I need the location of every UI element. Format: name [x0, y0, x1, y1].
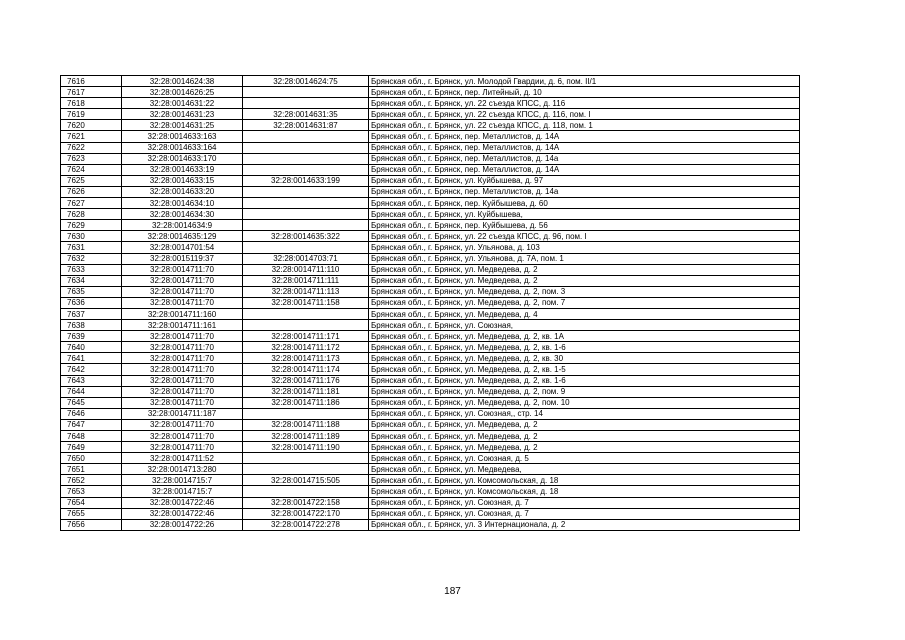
table-row: [61, 253, 800, 264]
row-number-cell: 7630: [61, 231, 122, 242]
object-number-cell: 32:28:0014711:171: [243, 331, 369, 342]
parcel-number-cell: 32:28:0014722:46: [122, 497, 243, 508]
address-cell: Брянская обл., г. Брянск, пер. Куйбышева, д. 60: [369, 198, 800, 209]
object-number-cell: 32:28:0014722:278: [243, 519, 369, 530]
address-cell: Брянская обл., г. Брянск, ул. Союзная, д. 7: [369, 508, 800, 519]
parcel-number-cell: 32:28:0014711:70: [122, 264, 243, 275]
table-row: [61, 76, 800, 87]
object-number-cell: 32:28:0014711:190: [243, 442, 369, 453]
address-cell: Брянская обл., г. Брянск, ул. Медведева, д. 2, пом. 7: [369, 297, 800, 308]
object-number-cell: 32:28:0014703:71: [243, 253, 369, 264]
row-number-cell: 7656: [61, 519, 122, 530]
table-row: [61, 464, 800, 475]
address-cell: Брянская обл., г. Брянск, ул. Медведева, д. 2, пом. 10: [369, 397, 800, 408]
row-number-cell: 7628: [61, 209, 122, 220]
page-number: 187: [444, 586, 461, 597]
row-number-cell: 7646: [61, 408, 122, 419]
object-number-cell: 32:28:0014711:110: [243, 264, 369, 275]
parcel-number-cell: 32:28:0014722:26: [122, 519, 243, 530]
parcel-number-cell: 32:28:0014633:19: [122, 164, 243, 175]
table-row: [61, 198, 800, 209]
row-number-cell: 7654: [61, 497, 122, 508]
parcel-number-cell: 32:28:0014631:23: [122, 109, 243, 120]
row-number-cell: 7636: [61, 297, 122, 308]
parcel-number-cell: 32:28:0014711:52: [122, 453, 243, 464]
row-number-cell: 7653: [61, 486, 122, 497]
table-row: [61, 386, 800, 397]
address-cell: Брянская обл., г. Брянск, ул. Союзная, д. 5: [369, 453, 800, 464]
address-cell: Брянская обл., г. Брянск, ул. Медведева, д. 2, кв. 1-6: [369, 375, 800, 386]
parcel-number-cell: 32:28:0014711:70: [122, 386, 243, 397]
table-row: [61, 408, 800, 419]
parcel-number-cell: 32:28:0014722:46: [122, 508, 243, 519]
address-cell: Брянская обл., г. Брянск, ул. Медведева, д. 2: [369, 419, 800, 430]
object-number-cell: [243, 131, 369, 142]
row-number-cell: 7629: [61, 220, 122, 231]
address-cell: Брянская обл., г. Брянск, ул. Ульянова, д. 103: [369, 242, 800, 253]
row-number-cell: 7640: [61, 342, 122, 353]
address-cell: Брянская обл., г. Брянск, ул. Куйбышева, д. 97: [369, 175, 800, 186]
object-number-cell: [243, 320, 369, 331]
address-cell: Брянская обл., г. Брянск, пер. Металлистов, д. 14А: [369, 164, 800, 175]
row-number-cell: 7624: [61, 164, 122, 175]
address-cell: Брянская обл., г. Брянск, ул. Медведева, д. 2, пом. 3: [369, 286, 800, 297]
row-number-cell: 7626: [61, 186, 122, 197]
table-row: [61, 342, 800, 353]
table-row: [61, 431, 800, 442]
address-cell: Брянская обл., г. Брянск, ул. Медведева, д. 2: [369, 431, 800, 442]
table-row: [61, 286, 800, 297]
row-number-cell: 7623: [61, 153, 122, 164]
table-row: [61, 275, 800, 286]
address-cell: Брянская обл., г. Брянск, ул. Медведева, д. 2, кв. 1-6: [369, 342, 800, 353]
object-number-cell: 32:28:0014631:87: [243, 120, 369, 131]
address-cell: Брянская обл., г. Брянск, ул. Молодой Гвардии, д. 6, пом. II/1: [369, 76, 800, 87]
table-row: [61, 475, 800, 486]
address-cell: Брянская обл., г. Брянск, ул. Медведева, д. 2: [369, 264, 800, 275]
object-number-cell: 32:28:0014711:158: [243, 297, 369, 308]
row-number-cell: 7631: [61, 242, 122, 253]
table-row: [61, 519, 800, 530]
object-number-cell: 32:28:0014711:111: [243, 275, 369, 286]
parcel-number-cell: 32:28:0014711:70: [122, 342, 243, 353]
object-number-cell: 32:28:0014715:505: [243, 475, 369, 486]
object-number-cell: 32:28:0014722:158: [243, 497, 369, 508]
table-row: [61, 164, 800, 175]
parcel-number-cell: 32:28:0014633:163: [122, 131, 243, 142]
parcel-number-cell: 32:28:0014711:70: [122, 331, 243, 342]
parcel-number-cell: 32:28:0014711:70: [122, 419, 243, 430]
object-number-cell: [243, 408, 369, 419]
row-number-cell: 7635: [61, 286, 122, 297]
parcel-number-cell: 32:28:0014711:161: [122, 320, 243, 331]
address-cell: Брянская обл., г. Брянск, пер. Металлистов, д. 14а: [369, 153, 800, 164]
table-row: [61, 264, 800, 275]
row-number-cell: 7633: [61, 264, 122, 275]
address-cell: Брянская обл., г. Брянск, ул. 22 съезда КПСС, д. 118, пом. 1: [369, 120, 800, 131]
parcel-number-cell: 32:28:0014633:170: [122, 153, 243, 164]
table-row: [61, 153, 800, 164]
parcel-number-cell: 32:28:0014701:54: [122, 242, 243, 253]
object-number-cell: [243, 220, 369, 231]
address-cell: Брянская обл., г. Брянск, ул. Медведева,: [369, 464, 800, 475]
table-row: [61, 320, 800, 331]
table-row: [61, 142, 800, 153]
row-number-cell: 7647: [61, 419, 122, 430]
address-cell: Брянская обл., г. Брянск, ул. Союзная,: [369, 320, 800, 331]
object-number-cell: [243, 453, 369, 464]
row-number-cell: 7617: [61, 87, 122, 98]
object-number-cell: 32:28:0014631:35: [243, 109, 369, 120]
parcel-number-cell: 32:28:0015119:37: [122, 253, 243, 264]
address-cell: Брянская обл., г. Брянск, ул. 22 съезда КПСС, д. 116: [369, 98, 800, 109]
object-number-cell: 32:28:0014633:199: [243, 175, 369, 186]
address-cell: Брянская обл., г. Брянск, ул. 22 съезда КПСС, д. 96, пом. I: [369, 231, 800, 242]
address-cell: Брянская обл., г. Брянск, ул. Союзная,, стр. 14: [369, 408, 800, 419]
parcel-number-cell: 32:28:0014711:187: [122, 408, 243, 419]
address-cell: Брянская обл., г. Брянск, пер. Литейный, д. 10: [369, 87, 800, 98]
table-row: [61, 397, 800, 408]
parcel-number-cell: 32:28:0014633:20: [122, 186, 243, 197]
row-number-cell: 7627: [61, 198, 122, 209]
row-number-cell: 7644: [61, 386, 122, 397]
table-row: [61, 231, 800, 242]
row-number-cell: 7643: [61, 375, 122, 386]
parcel-number-cell: 32:28:0014626:25: [122, 87, 243, 98]
address-cell: Брянская обл., г. Брянск, ул. Медведева, д. 2, кв. 1А: [369, 331, 800, 342]
table-row: [61, 442, 800, 453]
object-number-cell: [243, 209, 369, 220]
row-number-cell: 7616: [61, 76, 122, 87]
address-cell: Брянская обл., г. Брянск, ул. Комсомольская, д. 18: [369, 486, 800, 497]
object-number-cell: [243, 464, 369, 475]
address-cell: Брянская обл., г. Брянск, ул. Комсомольская, д. 18: [369, 475, 800, 486]
table-row: [61, 109, 800, 120]
row-number-cell: 7649: [61, 442, 122, 453]
address-cell: Брянская обл., г. Брянск, ул. 22 съезда КПСС, д. 116, пом. I: [369, 109, 800, 120]
object-number-cell: 32:28:0014711:188: [243, 419, 369, 430]
parcel-number-cell: 32:28:0014633:15: [122, 175, 243, 186]
parcel-number-cell: 32:28:0014711:70: [122, 364, 243, 375]
table-row: [61, 297, 800, 308]
row-number-cell: 7641: [61, 353, 122, 364]
table-row: [61, 98, 800, 109]
object-number-cell: 32:28:0014711:189: [243, 431, 369, 442]
address-cell: Брянская обл., г. Брянск, ул. 3 Интернационала, д. 2: [369, 519, 800, 530]
object-number-cell: [243, 308, 369, 319]
object-number-cell: 32:28:0014711:113: [243, 286, 369, 297]
parcel-number-cell: 32:28:0014711:70: [122, 275, 243, 286]
address-cell: Брянская обл., г. Брянск, ул. Медведева, д. 2, кв. 1-5: [369, 364, 800, 375]
parcel-number-cell: 32:28:0014711:70: [122, 353, 243, 364]
row-number-cell: 7651: [61, 464, 122, 475]
address-cell: Брянская обл., г. Брянск, пер. Металлистов, д. 14а: [369, 186, 800, 197]
address-cell: Брянская обл., г. Брянск, ул. Медведева, д. 2: [369, 275, 800, 286]
object-number-cell: [243, 142, 369, 153]
object-number-cell: 32:28:0014624:75: [243, 76, 369, 87]
row-number-cell: 7639: [61, 331, 122, 342]
parcel-number-cell: 32:28:0014633:164: [122, 142, 243, 153]
object-number-cell: 32:28:0014711:172: [243, 342, 369, 353]
row-number-cell: 7620: [61, 120, 122, 131]
address-cell: Брянская обл., г. Брянск, ул. Медведева, д. 2, кв. 30: [369, 353, 800, 364]
parcel-number-cell: 32:28:0014711:70: [122, 442, 243, 453]
table-row: [61, 353, 800, 364]
parcel-number-cell: 32:28:0014624:38: [122, 76, 243, 87]
table-row: [61, 120, 800, 131]
row-number-cell: 7619: [61, 109, 122, 120]
table-row: [61, 486, 800, 497]
object-number-cell: [243, 164, 369, 175]
table-row: [61, 419, 800, 430]
object-number-cell: 32:28:0014711:174: [243, 364, 369, 375]
parcel-number-cell: 32:28:0014711:70: [122, 297, 243, 308]
row-number-cell: 7655: [61, 508, 122, 519]
object-number-cell: 32:28:0014711:176: [243, 375, 369, 386]
row-number-cell: 7652: [61, 475, 122, 486]
register-table: [60, 75, 800, 531]
address-cell: Брянская обл., г. Брянск, пер. Металлистов, д. 14А: [369, 131, 800, 142]
parcel-number-cell: 32:28:0014711:70: [122, 286, 243, 297]
parcel-number-cell: 32:28:0014711:70: [122, 375, 243, 386]
table-row: [61, 87, 800, 98]
table-row: [61, 375, 800, 386]
parcel-number-cell: 32:28:0014634:30: [122, 209, 243, 220]
parcel-number-cell: 32:28:0014631:25: [122, 120, 243, 131]
object-number-cell: 32:28:0014711:173: [243, 353, 369, 364]
object-number-cell: [243, 186, 369, 197]
parcel-number-cell: 32:28:0014715:7: [122, 486, 243, 497]
row-number-cell: 7621: [61, 131, 122, 142]
table-row: [61, 508, 800, 519]
row-number-cell: 7642: [61, 364, 122, 375]
row-number-cell: 7645: [61, 397, 122, 408]
row-number-cell: 7648: [61, 431, 122, 442]
address-cell: Брянская обл., г. Брянск, ул. Медведева, д. 2, пом. 9: [369, 386, 800, 397]
address-cell: Брянская обл., г. Брянск, ул. Медведева, д. 4: [369, 308, 800, 319]
row-number-cell: 7632: [61, 253, 122, 264]
table-row: [61, 242, 800, 253]
address-cell: Брянская обл., г. Брянск, ул. Ульянова, д. 7А, пом. 1: [369, 253, 800, 264]
address-cell: Брянская обл., г. Брянск, ул. Союзная, д. 7: [369, 497, 800, 508]
row-number-cell: 7638: [61, 320, 122, 331]
object-number-cell: 32:28:0014635:322: [243, 231, 369, 242]
object-number-cell: 32:28:0014711:186: [243, 397, 369, 408]
address-cell: Брянская обл., г. Брянск, ул. Медведева, д. 2: [369, 442, 800, 453]
parcel-number-cell: 32:28:0014715:7: [122, 475, 243, 486]
object-number-cell: [243, 242, 369, 253]
object-number-cell: 32:28:0014722:170: [243, 508, 369, 519]
address-cell: Брянская обл., г. Брянск, пер. Куйбышева, д. 56: [369, 220, 800, 231]
row-number-cell: 7637: [61, 308, 122, 319]
object-number-cell: [243, 153, 369, 164]
row-number-cell: 7634: [61, 275, 122, 286]
address-cell: Брянская обл., г. Брянск, ул. Куйбышева,: [369, 209, 800, 220]
table-row: [61, 186, 800, 197]
table-body: [61, 76, 800, 531]
parcel-number-cell: 32:28:0014634:10: [122, 198, 243, 209]
table-row: [61, 131, 800, 142]
object-number-cell: 32:28:0014711:181: [243, 386, 369, 397]
row-number-cell: 7650: [61, 453, 122, 464]
row-number-cell: 7618: [61, 98, 122, 109]
parcel-number-cell: 32:28:0014634:9: [122, 220, 243, 231]
object-number-cell: [243, 486, 369, 497]
parcel-number-cell: 32:28:0014711:160: [122, 308, 243, 319]
table-row: [61, 497, 800, 508]
parcel-number-cell: 32:28:0014635:129: [122, 231, 243, 242]
object-number-cell: [243, 98, 369, 109]
table-row: [61, 209, 800, 220]
table-row: [61, 453, 800, 464]
object-number-cell: [243, 198, 369, 209]
parcel-number-cell: 32:28:0014711:70: [122, 431, 243, 442]
table-row: [61, 364, 800, 375]
table-row: [61, 175, 800, 186]
parcel-number-cell: 32:28:0014631:22: [122, 98, 243, 109]
table-row: [61, 220, 800, 231]
row-number-cell: 7622: [61, 142, 122, 153]
object-number-cell: [243, 87, 369, 98]
table-row: [61, 308, 800, 319]
parcel-number-cell: 32:28:0014711:70: [122, 397, 243, 408]
address-cell: Брянская обл., г. Брянск, пер. Металлистов, д. 14А: [369, 142, 800, 153]
parcel-number-cell: 32:28:0014713:280: [122, 464, 243, 475]
row-number-cell: 7625: [61, 175, 122, 186]
table-row: [61, 331, 800, 342]
